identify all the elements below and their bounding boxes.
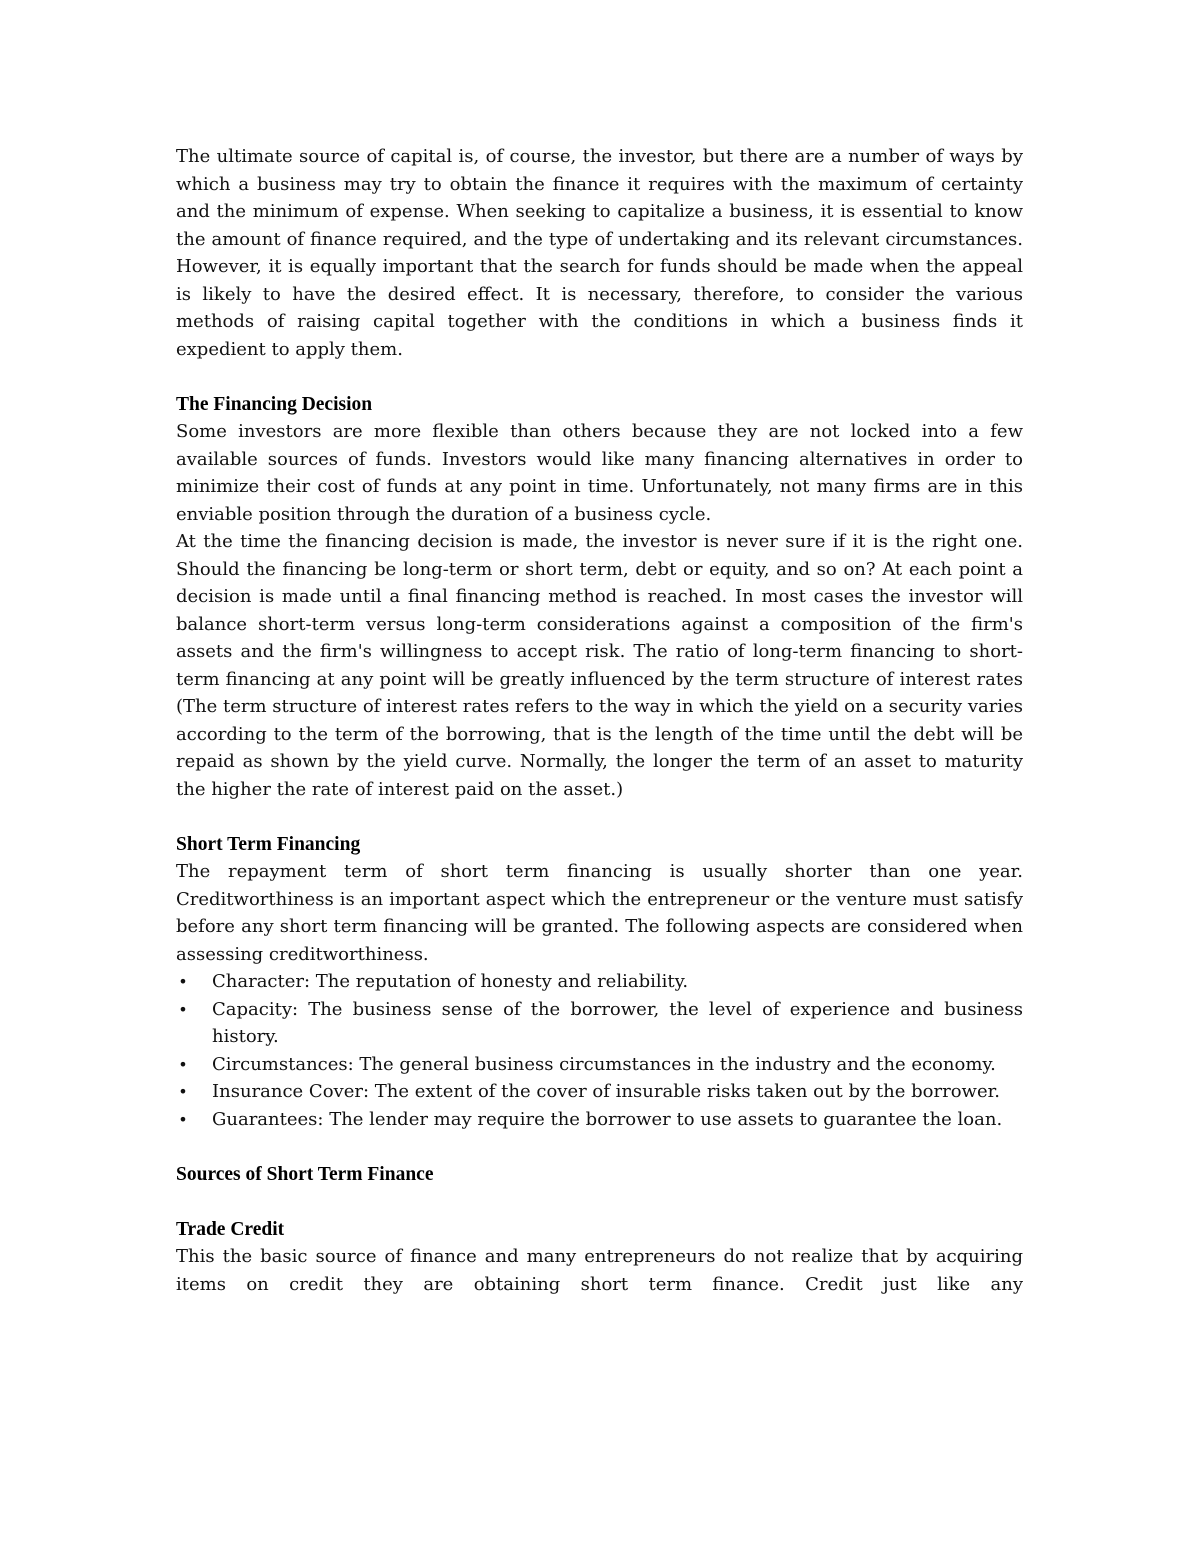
list-item [176, 1078, 1023, 1106]
bullet-icon: • [178, 1082, 188, 1101]
paragraph-spacer [176, 1188, 1023, 1216]
creditworthiness-list [176, 968, 1023, 1133]
list-item-text: Insurance Cover: The extent of the cover of insurable risks taken out by the borrower. [212, 1081, 1000, 1102]
heading-financing-decision: The Financing Decision [176, 393, 373, 415]
paragraph-spacer [176, 1133, 1023, 1161]
bullet-icon: • [178, 999, 188, 1019]
intro-paragraph: The ultimate source of capital is, of course, the investor, but there are a number of ways by which a business may try to obtain the finance it requires with the maximum of certainty and the minimum of expense. When seeking to capitalize a business, it is essential to know the amount of finance required, and the type of undertaking and its relevant circumstances. However, it is equally important that the search for funds should be made when the appeal is likely to have the desired effect. It is necessary, therefore, to consider the various methods of raising capital together with the conditions in which a business finds it expedient to apply them. [176, 146, 1023, 360]
list-item [176, 996, 1023, 1051]
list-item [176, 1106, 1023, 1134]
bullet-icon: • [178, 1054, 188, 1074]
list-item [176, 968, 1023, 996]
list-item-text: Guarantees: The lender may require the borrower to use assets to guarantee the loan. [212, 1108, 1003, 1130]
bullet-icon: • [178, 1109, 188, 1129]
trade-credit-paragraph: This the basic source of finance and many entrepreneurs do not realize that by acquiring items on credit they are obtaining short term finance. Credit just like any [176, 1246, 1023, 1295]
list-item-text: Circumstances: The general business circumstances in the industry and the economy. [212, 1053, 996, 1075]
short-term-financing-paragraph: The repayment term of short term financing is usually shorter than one year. Creditworthiness is an important aspect which the entrepreneur or the venture must satisfy before any short term financing will be granted. The following aspects are considered when assessing creditworthiness. [176, 861, 1023, 965]
heading-trade-credit: Trade Credit [176, 1218, 285, 1240]
paragraph-spacer [176, 363, 1023, 391]
heading-short-term-financing: Short Term Financing [176, 833, 361, 855]
list-item-text: Capacity: The business sense of the borrower, the level of experience and business history. [212, 998, 1023, 1047]
heading-sources-short-term-finance: Sources of Short Term Finance [176, 1163, 434, 1185]
document-page [176, 143, 1023, 1298]
financing-decision-paragraph-1: Some investors are more flexible than others because they are not locked into a few available sources of funds. Investors would like many financing alternatives in order to minimize their cost of funds at any point in time. Unfortunately, not many firms are in this enviable position through the duration of a business cycle. [176, 421, 1023, 525]
list-item-text: Character: The reputation of honesty and reliability. [212, 971, 689, 992]
financing-decision-paragraph-2: At the time the financing decision is made, the investor is never sure if it is the right one. Should the financing be long-term or short term, debt or equity, and so on? At each point a decision is made until a final financing method is reached. In most cases the investor will balance short-term versus long-term considerations against a composition of the firm's assets and the firm's willingness to accept risk. The ratio of long-term financing to short-term financing at any point will be greatly influenced by the term structure of interest rates (The term structure of interest rates refers to the way in which the yield on a security varies according to the term of the borrowing, that is the length of the time until the debt will be repaid as shown by the yield curve. Normally, the longer the term of an asset to maturity the higher the rate of interest paid on the asset.) [176, 531, 1023, 800]
paragraph-spacer [176, 803, 1023, 831]
bullet-icon: • [178, 972, 188, 991]
list-item [176, 1051, 1023, 1079]
